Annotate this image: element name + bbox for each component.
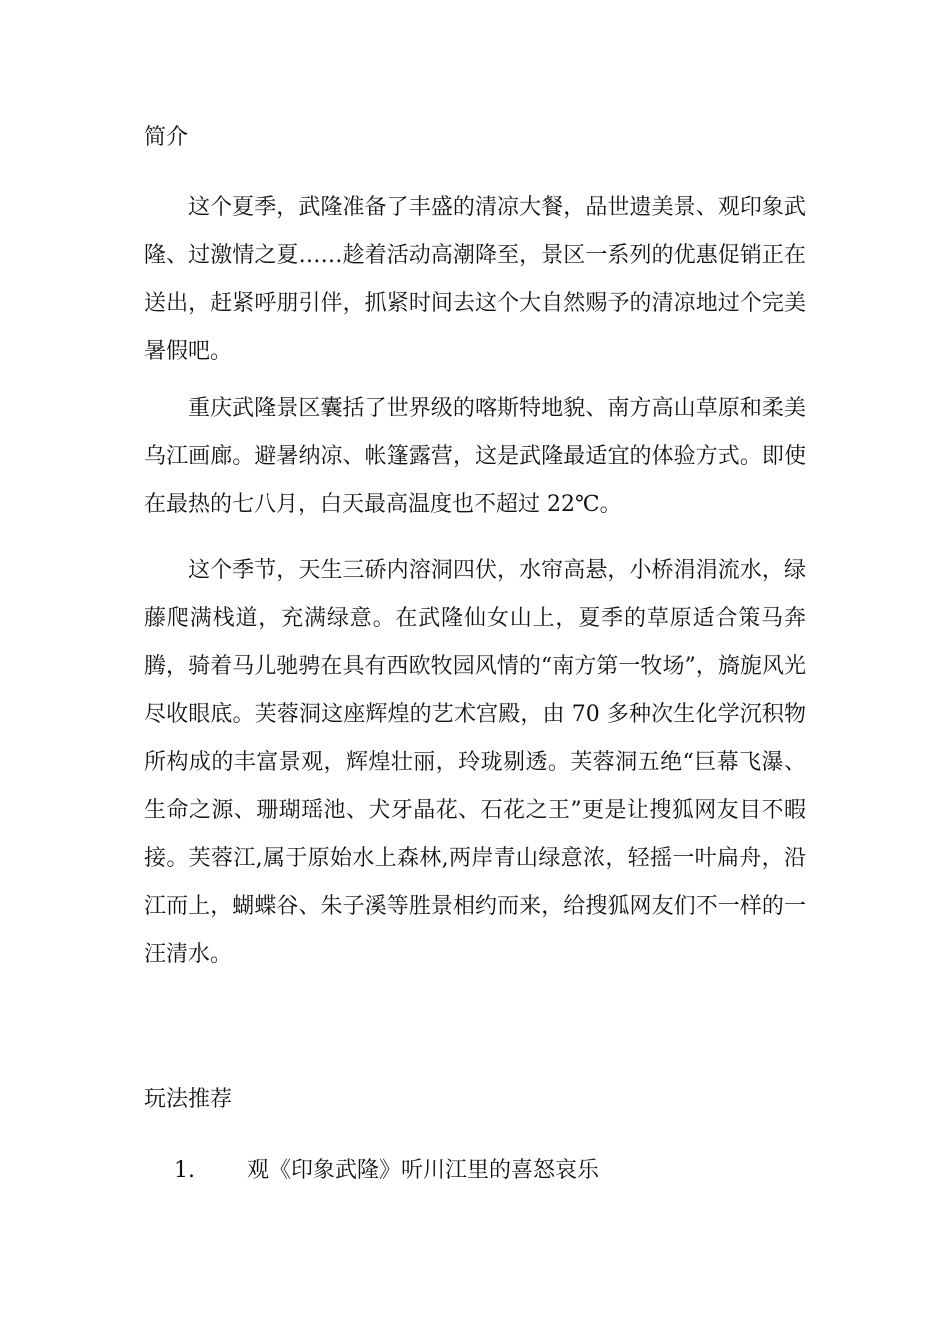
list-item-number: 1. (174, 1158, 195, 1183)
paragraph-summer: 这个夏季，武隆准备了丰盛的清凉大餐，品世遗美景、观印象武隆、过激情之夏……趁着活动高潮降至，景区一系列的优惠促销正在送出，赶紧呼朋引伴，抓紧时间去这个大自然赐予的清凉地过个完美暑假吧。 (144, 195, 806, 364)
paragraph-season: 这个季节，天生三硚内溶洞四伏，水帘高悬，小桥涓涓流水，绿藤爬满栈道，充满绿意。在武隆仙女山上，夏季的草原适合策马奔腾，骑着马儿驰骋在具有西欧牧园风情的“南方第一牧场”，旖旎风光尽收眼底。芙蓉洞这座辉煌的艺术宫殿，由 70 多种次生化学沉积物所构成的丰富景观，辉煌壮丽，玲珑剔透。芙蓉洞五绝“巨幕飞瀑、生命之源、珊瑚瑶池、犬牙晶花、石花之王”更是让搜狐网友目不暇接。芙蓉江,属于原始水上森林,两岸青山绿意浓，轻摇一叶扁舟，沿江而上，蝴蝶谷、朱子溪等胜景相约而来，给搜狐网友们不一样的一汪清水。 (144, 558, 806, 967)
section-heading-intro: 简介 (144, 125, 189, 150)
section-heading-recommend: 玩法推荐 (144, 1087, 233, 1112)
list-item-text: 观《印象武隆》听川江里的喜怒哀乐 (247, 1158, 600, 1183)
paragraph-scenery: 重庆武隆景区囊括了世界级的喀斯特地貌、南方高山草原和柔美乌江画廊。避暑纳凉、帐篷露营，这是武隆最适宜的体验方式。即使在最热的七八月，白天最高温度也不超过 22℃。 (144, 396, 806, 517)
